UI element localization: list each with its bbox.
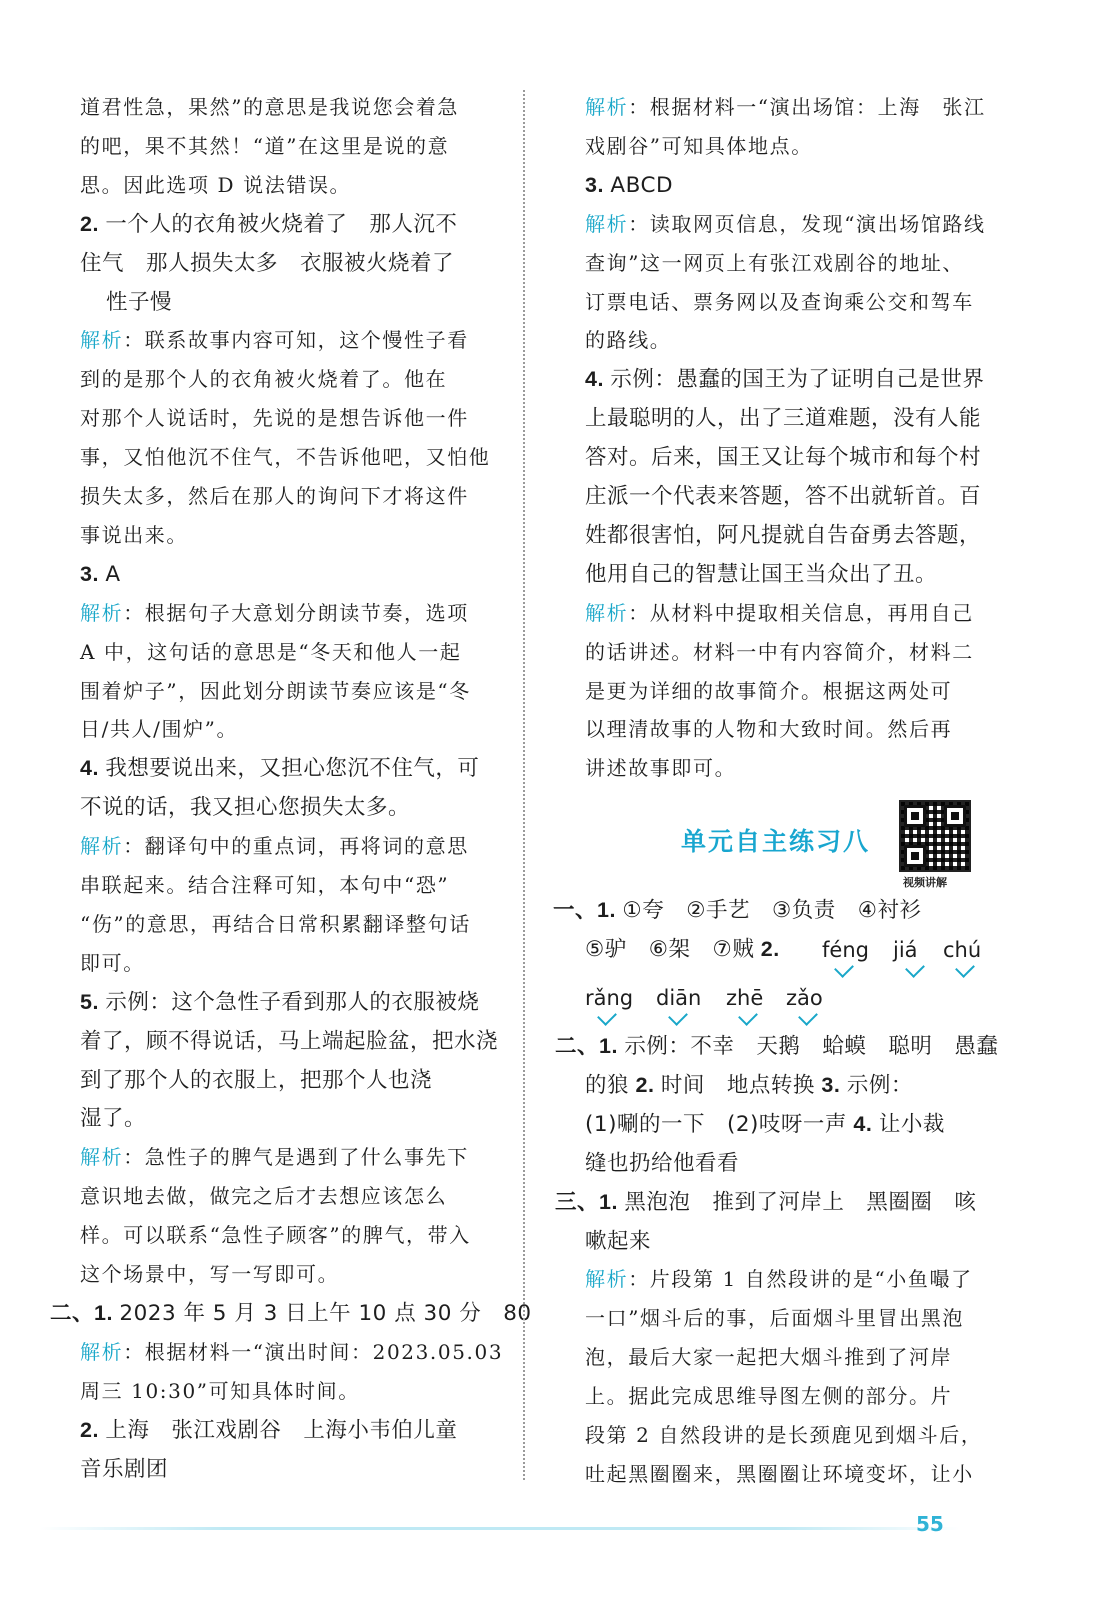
text-line (585, 1338, 952, 1377)
text-line (555, 1183, 977, 1222)
line-text: 我想要说出来，又担心您沉不住气，可 (105, 756, 480, 782)
text-line (585, 321, 671, 360)
section-number: 三、 (555, 1189, 600, 1214)
line-text: ABCD (610, 172, 674, 198)
line-text: 损失太多，然后在那人的询问下才将这件 (80, 484, 469, 508)
section-number: 二、 (50, 1300, 95, 1325)
page-number: 55 (916, 1512, 944, 1536)
question-number: 2. (80, 1417, 106, 1442)
text-line (80, 866, 449, 905)
line-text: (1)唰的一下 (2)吱呀一声 (585, 1111, 847, 1137)
analysis-label: 解析 (585, 211, 629, 236)
line-text: 一个人的衣角被火烧着了 那人沉不 (105, 211, 458, 237)
line-text: 音乐剧团 (80, 1456, 169, 1482)
text-line (80, 438, 490, 477)
analysis-label: 解析 (80, 600, 124, 625)
text-line (585, 749, 736, 788)
text-line (80, 1138, 469, 1177)
analysis-label: 解析 (585, 600, 629, 625)
analysis-label: 解析 (585, 1267, 629, 1292)
text-line (80, 321, 469, 360)
unit-title: 单元自主练习八 (681, 827, 871, 856)
text-line (80, 944, 145, 983)
text-line (80, 710, 238, 749)
line-text: 日/共人/围炉”。 (80, 717, 239, 742)
line-text: 订票电话、票务网以及查询乘公交和驾车 (585, 289, 974, 314)
text-line (585, 1222, 651, 1261)
text-line (585, 127, 813, 166)
pinyin-answer: féng (822, 938, 869, 962)
line-text: 答对。后来，国王又让每个城市和每个村 (585, 445, 982, 471)
question-number: 2. (80, 211, 106, 236)
line-text: 黑泡泡 推到了河岸上 黑圈圈 咳 (624, 1189, 977, 1215)
line-text: 不说的话，我又担心您损失太多。 (80, 795, 411, 821)
line-text: 示例：愚蠢的国王为了证明自己是世界 (610, 367, 985, 393)
line-text: ：联系故事内容可知，这个慢性子看 (123, 328, 469, 353)
line-text: ：根据材料一“演出场馆：上海 张江 (628, 95, 986, 119)
line-text: ①夸 ②手艺 ③负责 ④衬衫 (622, 898, 922, 923)
text-line (585, 930, 780, 969)
text-line (80, 1372, 360, 1411)
question-number: 4. (80, 756, 106, 781)
line-text: 性子慢 (106, 289, 173, 315)
line-text: 让小裁 (878, 1111, 945, 1137)
question-number: 1. (599, 1189, 625, 1214)
text-line (80, 1450, 168, 1489)
section-number: 二、 (555, 1034, 600, 1058)
pinyin-answer: rǎng (585, 986, 634, 1010)
text-line (585, 438, 981, 477)
text-line (80, 166, 351, 205)
pinyin-answer: diān (656, 986, 702, 1010)
line-text: 围着炉子”，因此划分朗读节奏应该是“冬 (80, 678, 471, 703)
text-line (80, 1411, 457, 1450)
question-number: 3. (585, 172, 611, 197)
text-line (585, 1144, 739, 1183)
line-text: 缝也扔给他看看 (585, 1150, 740, 1176)
section-number: 一、 (553, 898, 598, 922)
text-line (80, 477, 469, 516)
text-line (585, 1066, 913, 1105)
analysis-label: 解析 (80, 1339, 124, 1364)
text-line (50, 1294, 532, 1333)
line-text: 上最聪明的人，出了三道难题，没有人能 (585, 406, 982, 432)
text-line (80, 360, 447, 399)
question-number: 1. (94, 1300, 120, 1325)
line-text: 样。可以联系“急性子顾客”的脾气，带入 (80, 1223, 471, 1248)
text-line (585, 88, 986, 127)
text-line (80, 594, 469, 633)
text-line (80, 88, 459, 127)
question-number: 3. (80, 561, 106, 586)
text-line (80, 1216, 471, 1255)
line-text: 住气 那人损失太多 衣服被火烧着了 (80, 250, 455, 276)
line-text: 示例：不幸 天鹅 蛤蟆 聪明 愚蠢 (624, 1034, 999, 1059)
line-text: 这个场景中，写一写即可。 (80, 1262, 340, 1286)
text-line (80, 827, 469, 866)
line-text: ⑤驴 ⑥架 ⑦贼 (585, 937, 755, 962)
text-line (80, 399, 469, 438)
question-number: 3. (814, 1072, 847, 1097)
text-line (585, 205, 986, 244)
line-text: 他用自己的智慧让国王当众出了丑。 (585, 561, 938, 587)
pinyin-answer: zǎo (786, 986, 823, 1010)
question-number: 5. (80, 989, 106, 1014)
line-text: 事说出来。 (80, 522, 188, 547)
text-line (80, 788, 410, 827)
text-line (585, 477, 981, 516)
line-text: 戏剧谷”可知具体地点。 (585, 133, 813, 158)
line-text: 的路线。 (585, 328, 672, 353)
line-text: 到的是那个人的衣角被火烧着了。他在 (80, 367, 448, 392)
question-number: 4. (846, 1111, 879, 1136)
text-line (80, 283, 172, 322)
text-line (80, 1177, 447, 1216)
analysis-label: 解析 (80, 834, 124, 859)
line-text: 着了，顾不得说话，马上端起脸盆，把水浇 (80, 1028, 499, 1054)
line-text: 的吧，果不其然！“道”在这里是说的意 (80, 133, 450, 158)
text-line (80, 205, 457, 244)
line-text: ：根据材料一“演出时间：2023.05.03 (123, 1339, 504, 1364)
text-line (80, 555, 121, 594)
text-line (585, 594, 974, 633)
question-number: 4. (585, 367, 611, 392)
text-line (585, 360, 984, 399)
line-text: 姓都很害怕，阿凡提就自告奋勇去答题， (585, 522, 982, 548)
line-text: 以理清故事的人物和大致时间。然后再 (585, 717, 953, 742)
question-number: 1. (597, 898, 623, 922)
text-line (585, 710, 952, 749)
line-text: 到了那个人的衣服上，把那个人也浇 (80, 1067, 433, 1093)
line-text: 事，又怕他沉不住气，不告诉他吧，又怕他 (80, 445, 491, 470)
line-text: 讲述故事即可。 (585, 756, 737, 781)
qr-label: 视频讲解 (903, 876, 947, 889)
line-text: ：从材料中提取相关信息，再用自己 (628, 600, 974, 625)
text-line (80, 244, 454, 283)
text-line (585, 1105, 945, 1144)
pinyin-answer: chú (943, 938, 982, 962)
text-line (80, 672, 471, 711)
line-text: 嗽起来 (585, 1228, 652, 1254)
line-text: 上海 张江戏剧谷 上海小韦伯儿童 (105, 1417, 458, 1443)
line-text: ：片段第 1 自然段讲的是“小鱼嘬了 (628, 1267, 973, 1292)
line-text: 庄派一个代表来答题，答不出就斩首。百 (585, 484, 982, 509)
text-line (585, 1455, 974, 1494)
text-line (585, 672, 952, 711)
line-text: A (105, 561, 121, 587)
analysis-label: 解析 (585, 95, 629, 119)
line-text: 的话讲述。材料一中有内容简介，材料二 (585, 639, 974, 664)
line-text: 湿了。 (80, 1106, 147, 1132)
line-text: 2023 年 5 月 3 日上午 10 点 30 分 80 (119, 1300, 532, 1326)
column-divider (523, 90, 525, 1480)
line-text: 示例：这个急性子看到那人的衣服被烧 (105, 989, 480, 1015)
question-number: 2. (754, 937, 780, 961)
line-text: 段第 2 自然段讲的是长颈鹿见到烟斗后， (585, 1423, 983, 1447)
line-text: 意识地去做，做完之后才去想应该怎么 (80, 1184, 448, 1209)
text-line (585, 1299, 964, 1338)
line-text: 查询”这一网页上有张江戏剧谷的地址、 (585, 250, 965, 275)
text-line (585, 244, 964, 283)
line-text: ：根据句子大意划分朗读节奏，选项 (123, 600, 469, 625)
question-number: 2. (629, 1072, 661, 1097)
line-text: 的狼 (585, 1072, 630, 1098)
text-line (585, 516, 981, 555)
analysis-label: 解析 (80, 1145, 124, 1170)
text-line (80, 1255, 339, 1294)
text-line (555, 1027, 999, 1066)
text-line (553, 891, 922, 930)
line-text: 串联起来。结合注释可知，本句中“恐” (80, 873, 450, 897)
line-text: 即可。 (80, 950, 145, 975)
line-text: ：读取网页信息，发现“演出场馆路线 (628, 211, 986, 236)
text-line (80, 633, 461, 672)
line-text: 对那个人说话时，先说的是想告诉他一件 (80, 406, 469, 431)
text-line (585, 283, 974, 322)
text-line (585, 633, 974, 672)
analysis-label: 解析 (80, 328, 124, 353)
text-line (80, 127, 449, 166)
text-line (80, 1099, 146, 1138)
line-text: 泡，最后大家一起把大烟斗推到了河岸 (585, 1345, 953, 1370)
text-line (80, 749, 479, 788)
line-text: ：翻译句中的重点词，再将词的意思 (123, 834, 469, 859)
line-text: 一口”烟斗后的事，后面烟斗里冒出黑泡 (585, 1306, 965, 1331)
text-line (585, 166, 673, 205)
text-line (585, 399, 981, 438)
line-text: 上。据此完成思维导图左侧的部分。片 (585, 1384, 953, 1409)
text-line (80, 1061, 432, 1100)
line-text: 吐起黑圈圈来，黑圈圈让环境变坏，让小 (585, 1461, 974, 1486)
text-line (585, 555, 937, 594)
line-text: 周三 10:30”可知具体时间。 (80, 1378, 360, 1403)
footer-band (40, 1527, 960, 1530)
line-text: 是更为详细的故事简介。根据这两处可 (585, 678, 953, 703)
text-line (585, 1416, 982, 1455)
line-text: 思。因此选项 D 说法错误。 (80, 172, 352, 197)
text-line (80, 1022, 498, 1061)
text-line (80, 983, 479, 1022)
pinyin-answer: jiá (893, 938, 918, 962)
line-text: 时间 地点转换 (660, 1072, 815, 1098)
text-line (585, 1260, 973, 1299)
text-line (80, 1333, 503, 1372)
qr-code-icon[interactable] (899, 800, 971, 872)
line-text: 道君性急，果然”的意思是我说您会着急 (80, 95, 460, 119)
question-number: 1. (599, 1034, 625, 1058)
line-text: “伤”的意思，再结合日常积累翻译整句话 (80, 911, 471, 936)
line-text: ：急性子的脾气是遇到了什么事先下 (123, 1145, 469, 1170)
line-text: 示例： (846, 1072, 913, 1098)
text-line (80, 516, 188, 555)
text-line (80, 905, 471, 944)
text-line (585, 1377, 952, 1416)
pinyin-answer: zhē (726, 986, 764, 1010)
line-text: A 中，这句话的意思是“冬天和他人一起 (80, 639, 462, 664)
